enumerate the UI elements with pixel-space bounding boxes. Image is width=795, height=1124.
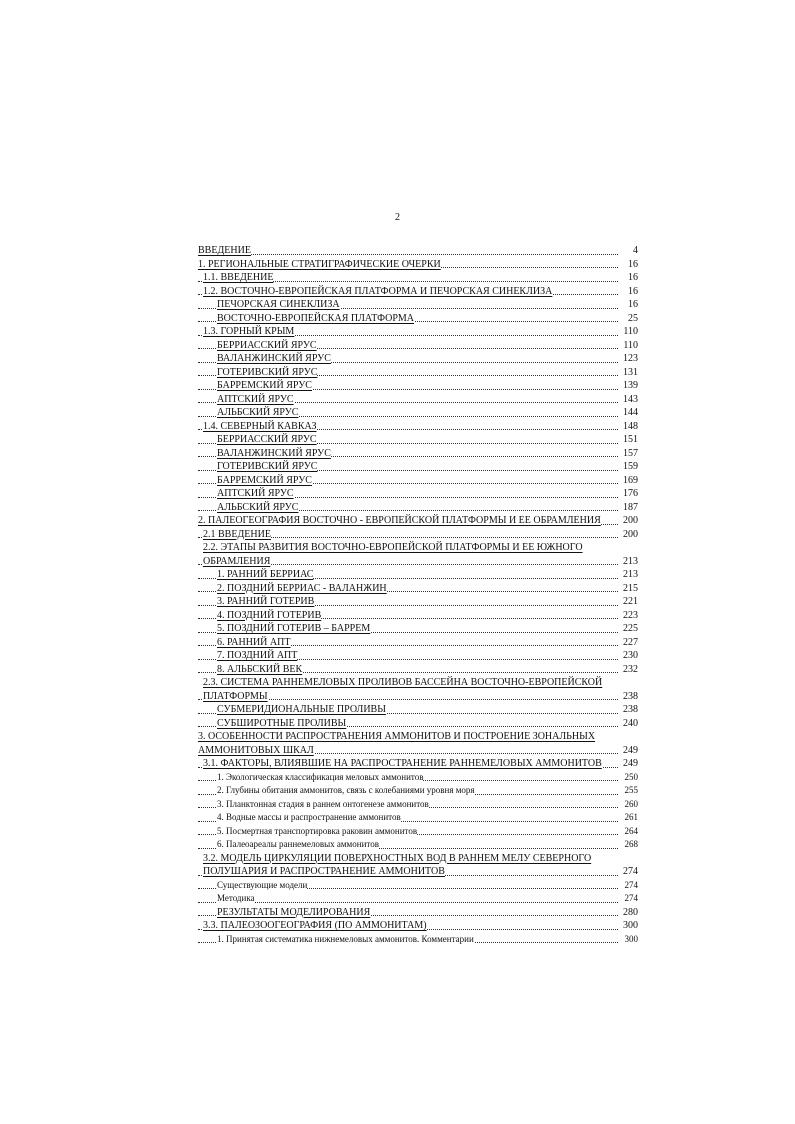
toc-entry[interactable] [198,933,638,947]
toc-entry[interactable] [198,285,638,299]
toc-entry[interactable] [198,771,638,785]
toc-entry-page: 274 [624,892,639,906]
toc-entry-title: 4. Водные массы и распространение аммонитов [217,812,401,822]
toc-entry-title: БЕРРИАССКИЙ ЯРУС [217,339,317,351]
toc-entry-title: 3. РАННИЙ ГОТЕРИВ [217,596,315,607]
toc-entry[interactable] [198,622,638,636]
toc-entry-title: ВАЛАНЖИНСКИЙ ЯРУС [217,353,331,364]
toc-entry-page: 139 [623,380,638,391]
toc-entry-page: 274 [623,866,638,877]
toc-entry-title: ПЕЧОРСКАЯ СИНЕКЛИЗА [217,299,340,310]
toc-entry-title: 3.3. ПАЛЕОЗООГЕОГРАФИЯ (ПО АММОНИТАМ) [203,920,427,931]
toc-entry-page: 187 [623,501,638,513]
toc-entry-title: АЛЬБСКИЙ ЯРУС [217,501,299,513]
toc-entry[interactable] [198,541,638,568]
toc-entry-page: 110 [623,339,638,351]
toc-entry-title: СУБШИРОТНЫЕ ПРОЛИВЫ [217,717,347,729]
toc-entry[interactable] [198,730,638,757]
toc-entry-title: РЕЗУЛЬТАТЫ МОДЕЛИРОВАНИЯ [217,906,371,918]
toc-entry-title: БЕРРИАССКИЙ ЯРУС [217,434,317,445]
toc-entry[interactable] [198,514,638,528]
toc-entry-page: 159 [623,461,638,472]
toc-entry-page: 25 [628,312,638,324]
toc-entry-page: 240 [623,717,638,729]
toc-entry-page: 227 [623,636,638,648]
toc-entry-title: ГОТЕРИВСКИЙ ЯРУС [217,366,318,378]
toc-entry[interactable] [198,663,638,677]
toc-entry-title: 1.2. ВОСТОЧНО-ЕВРОПЕЙСКАЯ ПЛАТФОРМА И ПЕЧОРСКАЯ СИНЕКЛИЗА [203,285,553,297]
toc-entry[interactable] [198,487,638,501]
toc-entry[interactable] [198,460,638,474]
toc-entry-title: 2.2. ЭТАПЫ РАЗВИТИЯ ВОСТОЧНО-ЕВРОПЕЙСКОЙ ПЛАТФОРМЫ И ЕЕ ЮЖНОГО ОБРАМЛЕНИЯ [203,542,583,567]
toc-entry-page: 268 [624,838,639,852]
toc-entry-page: 16 [628,285,638,297]
toc-entry[interactable] [198,636,638,650]
toc-entry[interactable] [198,649,638,663]
toc-entry-page: 16 [628,299,638,310]
toc-entry[interactable] [198,906,638,920]
toc-entry-title: 2. ПАЛЕОГЕОГРАФИЯ ВОСТОЧНО - ЕВРОПЕЙСКОЙ ПЛАТФОРМЫ И ЕЕ ОБРАМЛЕНИЯ [198,515,601,526]
toc-entry[interactable] [198,811,638,825]
toc-entry[interactable] [198,784,638,798]
toc-entry-title: 3. ОСОБЕННОСТИ РАСПРОСТРАНЕНИЯ АММОНИТОВ И ПОСТРОЕНИЕ ЗОНАЛЬНЫХ АММОНИТОВЫХ ШКАЛ [198,731,596,756]
toc-entry[interactable] [198,501,638,515]
toc-entry-page: 148 [623,420,638,432]
toc-entry[interactable] [198,892,638,906]
table-of-contents [198,244,638,946]
toc-entry-page: 176 [623,488,638,499]
toc-entry-title: 2. ПОЗДНИЙ БЕРРИАС - ВАЛАНЖИН [217,582,387,594]
toc-entry-page: 200 [623,515,638,526]
toc-entry[interactable] [198,879,638,893]
toc-entry-title: ВОСТОЧНО-ЕВРОПЕЙСКАЯ ПЛАТФОРМА [217,312,415,324]
toc-entry-title: Существующие модели [217,879,308,890]
toc-entry[interactable] [198,379,638,393]
toc-entry-page: 238 [623,690,638,702]
toc-entry-title: 8. АЛЬБСКИЙ ВЕК [217,663,303,675]
toc-entry-title: СУБМЕРИДИОНАЛЬНЫЕ ПРОЛИВЫ [217,704,386,715]
toc-entry-page: 110 [623,326,638,337]
toc-entry-title: 1.1. ВВЕДЕНИЕ [203,272,274,283]
toc-entry-page: 144 [623,407,638,418]
toc-entry-title: 7. ПОЗДНИЙ АПТ [217,650,298,661]
toc-entry-page: 157 [623,447,638,459]
toc-entry-page: 143 [623,393,638,405]
toc-entry-title: Методика [217,893,255,903]
toc-entry-title: 3.1. ФАКТОРЫ, ВЛИЯВШИЕ НА РАСПРОСТРАНЕНИЕ РАННЕМЕЛОВЫХ АММОНИТОВ [203,758,602,769]
toc-entry-page: 300 [624,933,639,947]
dot-leader [198,254,618,255]
toc-entry-title: 1.4. СЕВЕРНЫЙ КАВКАЗ [203,420,317,432]
toc-entry[interactable] [198,528,638,542]
toc-entry-title: АЛЬБСКИЙ ЯРУС [217,407,299,418]
toc-entry-page: 215 [623,582,638,594]
toc-entry-page: 4 [633,245,638,256]
toc-entry-title: БАРРЕМСКИЙ ЯРУС [217,380,312,391]
toc-entry[interactable] [198,582,638,596]
page-number: 2 [395,212,400,223]
toc-entry[interactable] [198,568,638,582]
toc-entry[interactable] [198,433,638,447]
toc-entry-title: 1. Принятая систематика нижнемеловых аммонитов. Комментарии [217,933,474,944]
toc-entry-title: 1. РЕГИОНАЛЬНЫЕ СТРАТИГРАФИЧЕСКИЕ ОЧЕРКИ [198,258,441,270]
toc-entry-page: 238 [623,704,638,715]
toc-entry-page: 223 [623,609,638,621]
toc-entry[interactable] [198,838,638,852]
toc-entry-title: 2.3. СИСТЕМА РАННЕМЕЛОВЫХ ПРОЛИВОВ БАССЕЙНА ВОСТОЧНО-ЕВРОПЕЙСКОЙ ПЛАТФОРМЫ [203,677,603,702]
toc-entry-title: 5. ПОЗДНИЙ ГОТЕРИВ – БАРРЕМ [217,623,371,634]
toc-entry-page: 274 [624,879,639,893]
toc-entry[interactable] [198,406,638,420]
dot-leader [198,902,618,903]
toc-entry[interactable] [198,919,638,933]
toc-entry-page: 260 [624,798,639,812]
toc-entry-title: 6. РАННИЙ АПТ [217,636,291,648]
toc-entry-page: 151 [623,434,638,445]
toc-entry-title: 4. ПОЗДНИЙ ГОТЕРИВ [217,609,322,621]
toc-entry[interactable] [198,595,638,609]
toc-entry[interactable] [198,325,638,339]
toc-entry-title: ВВЕДЕНИЕ [198,245,251,256]
toc-entry-page: 169 [623,474,638,486]
toc-entry-page: 221 [623,596,638,607]
toc-entry-page: 225 [623,623,638,634]
toc-entry-page: 213 [623,555,638,567]
toc-entry[interactable] [198,474,638,488]
toc-entry-page: 249 [623,744,638,756]
toc-entry-page: 16 [628,272,638,283]
toc-entry[interactable] [198,825,638,839]
toc-entry[interactable] [198,244,638,258]
toc-entry-page: 264 [624,825,639,839]
toc-entry[interactable] [198,271,638,285]
toc-entry-page: 213 [623,569,638,580]
toc-entry-page: 300 [623,920,638,931]
toc-entry-page: 261 [624,811,639,825]
toc-entry[interactable] [198,258,638,272]
toc-entry-title: БАРРЕМСКИЙ ЯРУС [217,474,312,486]
toc-entry-title: 5. Посмертная транспортировка раковин аммонитов [217,825,418,836]
toc-entry-title: 3.2. МОДЕЛЬ ЦИРКУЛЯЦИИ ПОВЕРХНОСТНЫХ ВОД В РАННЕМ МЕЛУ СЕВЕРНОГО ПОЛУШАРИЯ И РАСПРОСТРАНЕНИЕ АММОНИТОВ [203,852,592,877]
toc-entry-title: АПТСКИЙ ЯРУС [217,393,294,405]
toc-entry-title: ГОТЕРИВСКИЙ ЯРУС [217,461,318,472]
toc-entry-title: 2. Глубины обитания аммонитов, связь с колебаниями уровня моря [217,785,475,795]
toc-entry[interactable] [198,703,638,717]
toc-entry-page: 230 [623,650,638,661]
toc-entry-title: ВАЛАНЖИНСКИЙ ЯРУС [217,447,331,459]
toc-entry-page: 232 [623,663,638,675]
toc-entry[interactable] [198,298,638,312]
toc-entry[interactable] [198,609,638,623]
toc-entry-title: 2.1 ВВЕДЕНИЕ [203,528,271,540]
toc-entry[interactable] [198,352,638,366]
toc-entry[interactable] [198,339,638,353]
toc-entry-page: 16 [628,258,638,270]
toc-entry[interactable] [198,366,638,380]
toc-entry-page: 123 [623,353,638,364]
toc-entry[interactable] [198,757,638,771]
toc-entry[interactable] [198,676,638,703]
toc-entry[interactable] [198,798,638,812]
toc-entry-title: 6. Палеоареалы раннемеловых аммонитов [217,839,379,849]
toc-entry-page: 249 [623,758,638,769]
toc-entry-title: 1. РАННИЙ БЕРРИАС [217,569,314,580]
toc-entry-page: 255 [624,784,639,798]
toc-entry-page: 280 [623,906,638,918]
toc-entry-page: 250 [624,771,639,785]
toc-entry-page: 131 [623,366,638,378]
toc-entry[interactable] [198,852,638,879]
toc-entry-title: 1. Экологическая классификация меловых аммонитов [217,771,424,782]
toc-entry-title: 1.3. ГОРНЫЙ КРЫМ [203,326,295,337]
toc-entry[interactable] [198,420,638,434]
toc-entry[interactable] [198,717,638,731]
toc-entry[interactable] [198,312,638,326]
toc-entry[interactable] [198,447,638,461]
toc-entry-page: 200 [623,528,638,540]
toc-entry-title: 3. Планктонная стадия в раннем онтогенезе аммонитов [217,798,429,809]
toc-entry[interactable] [198,393,638,407]
toc-entry-title: АПТСКИЙ ЯРУС [217,488,294,499]
